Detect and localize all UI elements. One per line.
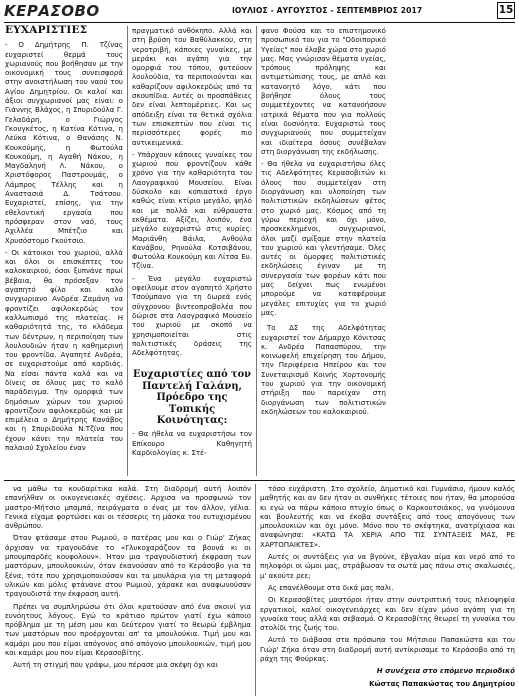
paragraph: Οι Κερασοβίτες μαστόροι ήταν στην συντριπτική τους πλειοψηφία εργατικοί, καλοί οικογενειάρχες και δεν είχαν μόνο αγάπη για τη γυναίκα τους αλλά και σεβασμό. Ο Κερασοβίτης θεωρεί τη γυναίκα του στολίδι της ζωής του. <box>260 595 515 633</box>
bottom-left-column <box>5 484 251 673</box>
page-header <box>0 0 519 22</box>
column-rule <box>256 26 257 476</box>
paragraph: Όταν φτάσαμε στου Ρωμιού, ο πατέρας μου και ο Γιώρ' Ζήκας άρχισαν να τραγουδάνε το «Γλυκοχαράζουν τα βουνά κι οι μπουμπαρδές κουφολουν». Ήταν μια τραγουδιστική έκφραση των μαστόρων, μπουλουκιών, όταν έκανούσαν από το Κεράσοβο για τα ξένα, τότε που χρησιμοποιούσαν και τα μουλάρια για τη μεταφορά υλικών και μόλις φτάνανε στου Ρωμιού, χάρακε και αναφωνούσαν τραγουδιστά την έκφραση αυτή. <box>5 533 251 599</box>
paragraph: φανο Φούσα και το επιστημονικό προσωπικό του για το "Οδοιπορικό Υγείας" που έλαβε χώρα στο χωριό μας. Μας γνώρισαν θέματα υγείας, τρόπους πρόληψης και αντιμετώπισης τους, με απλό και κατανοητό λόγο, κάτι που βοήθησε όλους τους συμμετέχοντες να κατανοήσουν ιατρικά θέματα που για πολλούς είναι δυσνόητα. Ευχαριστώ τους συγχωριανούς που συμμετείχαν και ιδιαίτερα όσους συνέβαλαν στη διοργάνωση της εκδήλωσης. <box>261 26 386 156</box>
page-number: 15 <box>497 2 515 19</box>
column-1 <box>5 26 123 455</box>
column-rule <box>255 484 256 696</box>
paragraph: - Υπάρχουν κάποιες γυναίκες του χωριού που φροντίζουν κάθε χρόνο για την καθαριότητα του Λαογραφικού Μουσείου. Είναι δύσκολο και κοπιαστικό έργο καθώς είναι κτίριο μεγάλο, ψηλό και με πολλά και εύθραυστα εκθέματα. Αξίζει, λοιπόν, ένα μεγάλο ευχαριστώ στις κυρίες: Μαριάνθη Βάιλα, Ανθούλα Κανάβου, Ρηνούλα Κοτσιβάνου, Φωτούλα Κουκούμη και Λίτσα Ευ. Τζίνα. <box>132 149 252 271</box>
paragraph: - Ο Δημήτρης Π. Τζίνας ευχαριστεί θερμά τους χωριανούς που βοήθησαν με την οικονομική τους συνεισφορά στην ανοιστήλωση του ναού του Αγίου Δημητρίου. Οι καλοί και άξιοι συγχωριανοί μας είναι: ο Γιάννης Βλάχος, η Σπυριδούλα Γ. Γελαδάρη, ο Γιώργος Γκουγκέτος, η Κατίνα Κότινα, η Λεύκα Κότινα, ο Θανάσης Ν. Κουκούμης, η Φωτούλα Κουκούμη, η Αγαθή Νάκου, η Μαγδαληνή Λ. Νάκου, ο Χριστόφορος Παστρουμάς, ο Λάμπρος Τέλλης και η Αναστασιά Δ. Τσάτσου. Ευχαριστεί, επίσης, για την εθελοντική εργασία που πρόσφεραν στον ναό, τους Αχιλλέα Μπέτζιο και Χρυσόστομο Γκούτσιο. <box>5 40 123 245</box>
paragraph: Αυτό το διάβασα στα πρόσωπα του Μήτσιου Παπακώστα και του Γιώρ' Ζήκα όταν στη διαδρομή αυτή αντίκρισαμε το Κεράσοβο από τη ράχη της Φούρκας. <box>260 635 515 664</box>
paragraph: - Οι κάτοικοι του χωριού, αλλά και όλοι οι επισκέπτες του καλοκαιριού, όσοι ξυπνάνε πρωί βέβαια, θα πρόσεξαν τον αγαπητό φίλο και καλό συγχωριανο Ανδρέα Ζαμάνη να φροντίζει αφιλοκερδώς τον καλλωπισμό της πλατείας. Η καθαριότητά της, το κλάδεμα των δέντρων, η περιποίηση των λουλουδιών ήταν η καθημερινή του φροντίδα. Αγαπητέ Ανδρέα, σε ευχαριστούμε από καρδιάς. Να είσαι πάντα καλά και να δίνεις σε όλους μας το καλό παράδειγμα. Την ομορφιά των δημόσιων χώρων του χωριού φροντίζουν αφιλοκερδώς και με επιμέλεια ο Δημήτρης Κανάβος και η Σπυριδούλα Ν.Τζίνα που έχουν κάνει την πλατεία του παλαιού Σχολείου έναν <box>5 247 123 453</box>
issue-date: ΙΟΥΛΙΟΣ - ΑΥΓΟΥΣΤΟΣ - ΣΕΠΤΕΜΒΡΙΟΣ 2017 <box>232 6 423 15</box>
paragraph: - Θα ήθελα να ευχαριστήσω τον Επίκουρο Καθηγητή Καρδιολογίας κ. Στέ- <box>132 429 252 458</box>
column-2 <box>132 26 252 460</box>
continuation-note: Η συνέχεια στο επόμενο περιοδικό <box>376 666 515 676</box>
paragraph: να μάθω τα κουδαρίτικα καλά. Στη διαδρομή αυτή λοιπόν επανήλθαν οι οικογενειακές σχέσεις. Αρχισα να προσφωνώ τον μαστρο-Μήτσιο μπαμπά, πειράγματα ο ένας με τον άλλον, γέλια. Γενικά είχαμε φορτώσει και οι τέσσερις τη μάσκα του ευτυχισμένου ανθρώπου. <box>5 484 251 531</box>
section-title: Ευχαριστίες από τον Παντελή Γαλάνη, Πρόεδρο της Τοπικής Κοινότητας: <box>133 369 251 427</box>
column-rule <box>127 26 128 476</box>
masthead: ΚΕΡΑΣΟΒΟ <box>4 2 100 20</box>
paragraph: Το ΔΣ της Αδελφότητας ευχαριστεί τον Δήμαρχο Κόνιτσας κ. Ανδρέα Παπασπύρου, την κοινωφελή επιχείρηση του Δήμου, την Περιφέρεια Ηπείρου και τον Συνεταιρισμό Κοινής Χορτονομής του χωριού για την οικονομική στήριξη που παρείχαν στη διοργάνωση των πολιτιστικών εκδηλώσεων του καλοκαιριού. <box>261 323 386 416</box>
paragraph: - Θα ήθελα να ευχαριστήσω όλες τις Αδελφότητες Κερασοβιτών κι όλους που συμμετείχαν στη διοργάνωση και υλοποίηση των πολιτιστικών εκδηλώσεων φέτος στο χωριό μας. Κόσμος από τη γύρω περιοχή και όχι μόνο, προσκεκλημένοι, συγχωριανοί, όλοι μαζί σμίξαμε στην πλατεία του χωριού και γλεντήσαμε. Όλες αυτές οι όμορφες πολιτιστικές εκδηλώσεις έγιναν με τη συνεργασία των φορέων κάτι που μας δείχνει πως ενωμένοι μπορούμε να καταφέρουμε μεγάλες επιτυχίες για το χωριό μας. <box>261 159 386 317</box>
paragraph: Αυτή τη στιγμή που γράφω, μου πέρασε μια σκέψη όχι και <box>13 660 218 670</box>
paragraph: Αυτές οι συντάξεις για να βγούνε, έβγαλαν αίμα και νερό από το πηλοφόρι οι ώμοι μας, στράβωσαν τα σωτά μας πάνω στις σκαλωσιές, μ' ακούτε ρεε; <box>260 552 515 580</box>
section-divider <box>4 480 515 481</box>
paragraph: - Ένα μεγάλο ευχαριστώ οφείλουμε στον αγαπητό Χρήστο Τσούμπανο για τη δωρεά ενός σύγχρονου βιντεοπροβολέα που δώρισε στα Λαογραφικό Μουσείο του χωριού με σκοπό να χρησιμοποιείται στις πολιτιστικές δράσεις της Αδελφότητας. <box>132 273 252 358</box>
column-3 <box>261 26 386 419</box>
article-title: ΕΥΧΑΡΙΣΤΙΕΣ <box>5 24 88 36</box>
paragraph: Ας επανέλθουμε στα δικά μας παλι. <box>268 582 394 592</box>
author-signature: Κώστας Παπακώστας του Δημητρίου <box>369 678 515 688</box>
bottom-right-column <box>260 484 515 691</box>
paragraph: τόσο ευχάριστη. Στο σχολείο, Δημοτικό και Γυμνάσιο, ήμουν καλός μαθητής και αν δεν ήταν οι συνθήκες τέτοιες που ήταν, θα μπορούσα κι εγώ να πάρω κάποιο πτυχίο όπως ο Καρκουτσιάκος, να γινόμουνα και βουλευτής και να έκοβα συντάξεις από τους απογόνους των μπουλουκιών και όχι μόνο. Μόνο που το σκέφτηκα, ανατρίχιασα και αναφώνησα: «ΚΑΤΩ ΤΑ ΧΕΡΙΑ ΑΠΟ ΤΙΣ ΣΥΝΤΑΞΕΙΣ ΜΑΣ, ΡΕ ΧΑΡΤΟΠΑΙΚΤΕΣ». <box>260 484 515 549</box>
paragraph: Πρέπει να συμπληρώσω ότι όλοι κρατούσαν από ένα σκοινί για ευνόητους λόγους. Εγώ το κράτιαο πρώτον γιατί έχω κάποιο πρόβλημα με τη μέση μου και δεύτερον γιατί το θεωρώ έμβλημα των μαστόρων που προέρχονται απ' τα μπουλούκια. Τιμή μου και καμάρι μου που είμαι απόγονος από απόγονο μπουλουκιών, τιμή μου και καμάρι μου που είμαι Κερασοβίτης. <box>5 601 251 658</box>
header-rule <box>4 22 515 23</box>
paragraph: πραγματικό ανθόκηπο. Αλλά και στη βρύση του Βαθύλακκου, στη νεροτριβή, κάποιες γυναίκες, με μεράκι και αγάπη για την ομορφιά του τόπου, φυτεύουν λουλούδια, τα περιποιούνται και καθαρίζουν αφιλοκερδώς από τα σκουπίδια. Αυτές οι προσπάθειες δεν είναι λεπτομέρειες. Και ως απόδειξη είναι τα θετικά σχόλια των επισκεπτών που είναι τις περισσότερες φορές πιο αντικειμενικά. <box>132 26 252 147</box>
